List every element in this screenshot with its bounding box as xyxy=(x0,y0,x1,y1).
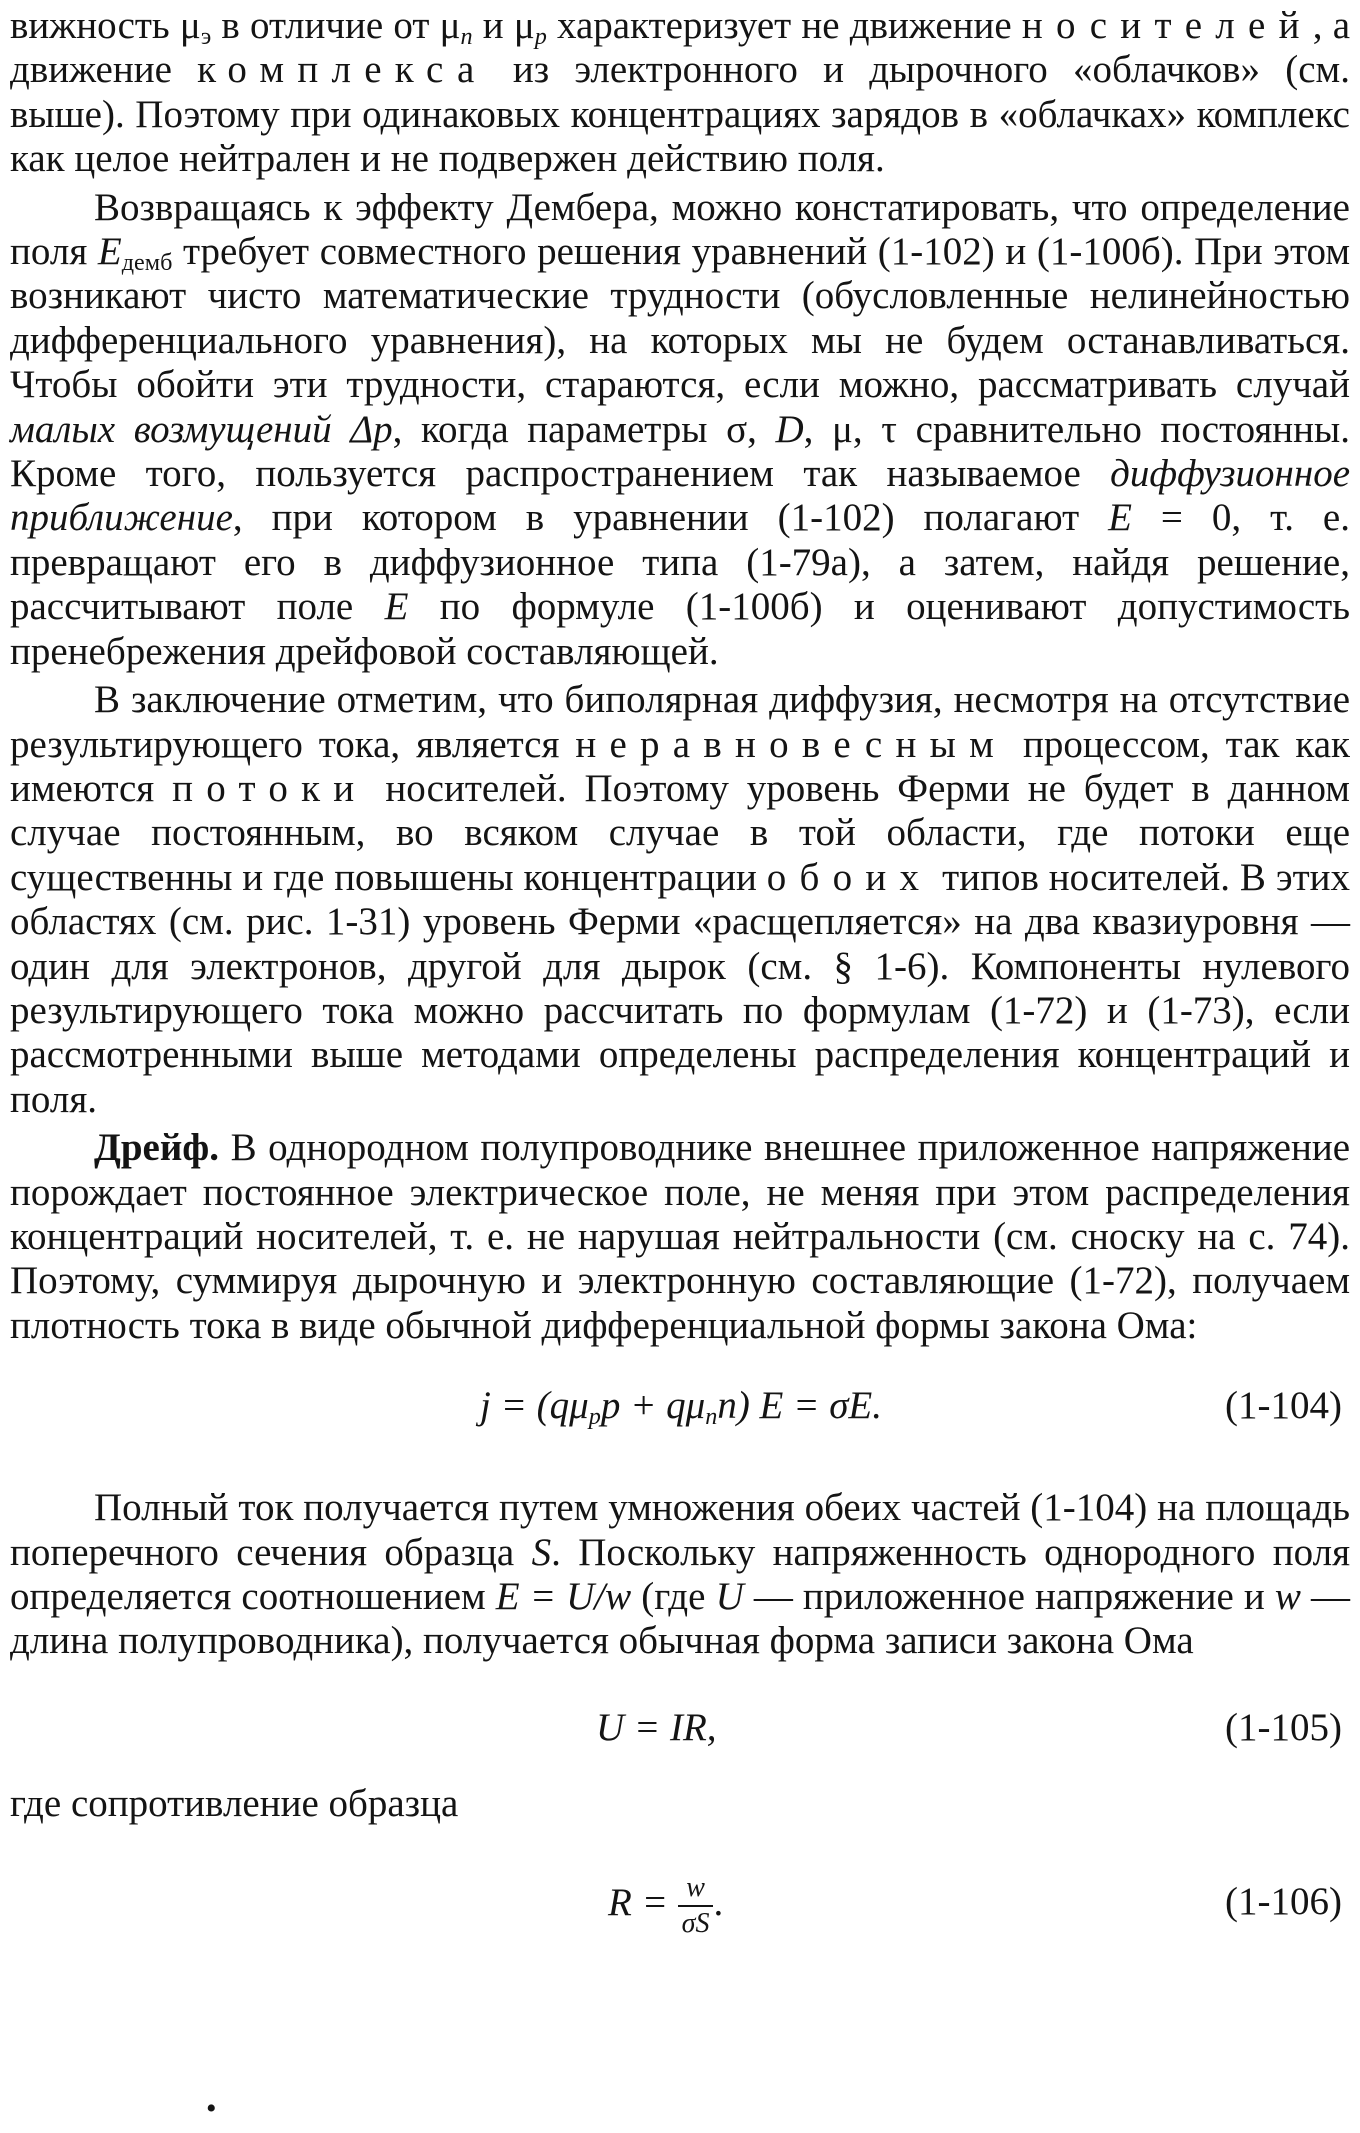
text: из электронного и дырочного «облачков» (см. выше). Поэтому при одинаковых концентрациях зарядов в «облачках» комплекс как целое нейтрален и не подвержен действию поля. xyxy=(10,48,1350,181)
fraction-denominator: σS xyxy=(681,1908,710,1940)
text: , когда параметры σ, xyxy=(392,407,776,451)
math-symbol: D xyxy=(775,407,804,451)
text: вижность μ xyxy=(10,4,201,47)
italic-term: диффузионное приближение xyxy=(10,452,1350,540)
equation-1-106 xyxy=(10,1872,1350,1940)
formula xyxy=(608,1874,723,1938)
formula-part: . xyxy=(713,1881,724,1925)
text: Возвращаясь к эффекту Дембера, можно констатировать, что определение поля xyxy=(10,185,1350,274)
text: и μ xyxy=(472,4,535,47)
math-symbol: E xyxy=(97,230,122,274)
italic-term: малых возмущений Δp xyxy=(10,407,393,451)
text: В однородном полупроводнике внешнее приложенное напряжение порождает постоянное электрическое поле, не меняя при этом распределения концентраций носителей, т. е. не нарушая нейтральности (см. сноску на с. 74). Поэтому, суммируя дырочную и электронную составляющие (1-72), получаем плотность тока в виде обычной дифференциальной формы закона Ома: xyxy=(10,1126,1350,1347)
spaced-emphasis: комплекса xyxy=(197,48,488,92)
text: , μ, τ сравнительно постоянны. Кроме того, пользуется распространением так называемое xyxy=(10,407,1350,496)
text: — длина полупроводника), получается обычная форма записи закона Ома xyxy=(10,1575,1351,1663)
inline-formula: E = U/w xyxy=(495,1575,632,1618)
stray-dot-mark: • xyxy=(206,2092,217,2125)
subscript: p xyxy=(534,23,547,51)
subscript: n xyxy=(705,1403,718,1431)
paragraph-6 xyxy=(10,1782,1350,1826)
paragraph-3 xyxy=(10,678,1350,1122)
subscript: демб xyxy=(121,249,173,277)
formula: U = IR, xyxy=(596,1705,717,1749)
text: . Поскольку напряженность однородного поля определяется соотношением xyxy=(10,1530,1351,1618)
text: типов носителей. В этих областях (см. рис. 1-31) уровень Ферми «расщепляется» на два квазиуровня — один для электронов, другой для дырок (см. § 1-6). Компоненты нулевого результирующего тока можно рассчитать по формулам (1-72) и (1-73), если рассмотренными выше методами определены распределения концентраций и поля. xyxy=(10,855,1350,1121)
paragraph-5 xyxy=(10,1486,1350,1664)
text: по формуле (1-100б) и оценивают допустимость пренебрежения дрейфовой составляющей. xyxy=(10,585,1350,673)
formula-part: n) E = σE. xyxy=(717,1384,882,1428)
text: где сопротивление образца xyxy=(10,1781,459,1825)
math-symbol: E xyxy=(1108,496,1132,540)
math-symbol: E xyxy=(384,585,409,629)
text: Полный ток получается путем умножения обеих частей (1-104) на площадь поперечного сечения образца xyxy=(10,1486,1350,1574)
equation-1-105 xyxy=(10,1706,1350,1750)
math-symbol: S xyxy=(531,1530,552,1574)
math-symbol: U xyxy=(715,1575,744,1618)
text: , при котором в уравнении (1-102) полагают xyxy=(232,496,1109,540)
equation-number: (1-104) xyxy=(1225,1384,1342,1428)
text: (где xyxy=(631,1575,716,1618)
formula-part: p + qμ xyxy=(600,1384,706,1428)
equation-number: (1-105) xyxy=(1225,1705,1342,1749)
paragraph-1 xyxy=(10,4,1350,182)
subscript: э xyxy=(200,23,212,51)
subscript: p xyxy=(588,1403,601,1431)
spaced-emphasis: неравновесным xyxy=(575,722,1008,766)
text: — приложенное напряжение и xyxy=(743,1575,1275,1618)
fraction xyxy=(678,1874,714,1938)
spaced-emphasis: носителей xyxy=(1021,4,1313,47)
spaced-emphasis: потоки xyxy=(172,766,368,810)
fraction-numerator: w xyxy=(678,1874,714,1907)
text: в отличие от μ xyxy=(211,4,461,47)
spaced-emphasis: обоих xyxy=(766,855,933,899)
subscript: n xyxy=(460,23,473,51)
equation-1-104 xyxy=(10,1384,1350,1431)
text: носителей. Поэтому уровень Ферми не будет в данном случае постоянным, во всяком случае в той области, где потоки еще существенны и где повышены концентрации xyxy=(10,766,1350,899)
text: = 0, т. е. превращают его в диффузионное типа (1-79а), а затем, найдя решение, рассчитывают поле xyxy=(10,496,1350,629)
paragraph-4 xyxy=(10,1126,1350,1348)
run-in-heading: Дрейф. xyxy=(94,1126,220,1170)
paragraph-2 xyxy=(10,186,1350,674)
equation-number: (1-106) xyxy=(1225,1880,1342,1924)
book-page xyxy=(10,0,1350,2133)
formula xyxy=(480,1384,882,1431)
text: В заключение отметим, что биполярная диффузия, несмотря на отсутствие результирующего тока, является xyxy=(10,678,1350,766)
math-symbol: w xyxy=(1274,1575,1301,1618)
formula-part: j = (qμ xyxy=(480,1384,589,1428)
text: характеризует не движение xyxy=(546,4,1022,47)
formula-part: R = xyxy=(608,1881,678,1925)
text: , а движение xyxy=(10,4,1350,92)
text: требует совместного решения уравнений (1-102) и (1-100б). При этом возникают чисто математические трудности (обусловленные нелинейностью дифференциального уравнения), на которых мы не будем останавливаться. Чтобы обойти эти трудности, стараются, если можно, рассматривать случай xyxy=(10,230,1350,407)
text: процессом, так как имеются xyxy=(10,722,1350,810)
